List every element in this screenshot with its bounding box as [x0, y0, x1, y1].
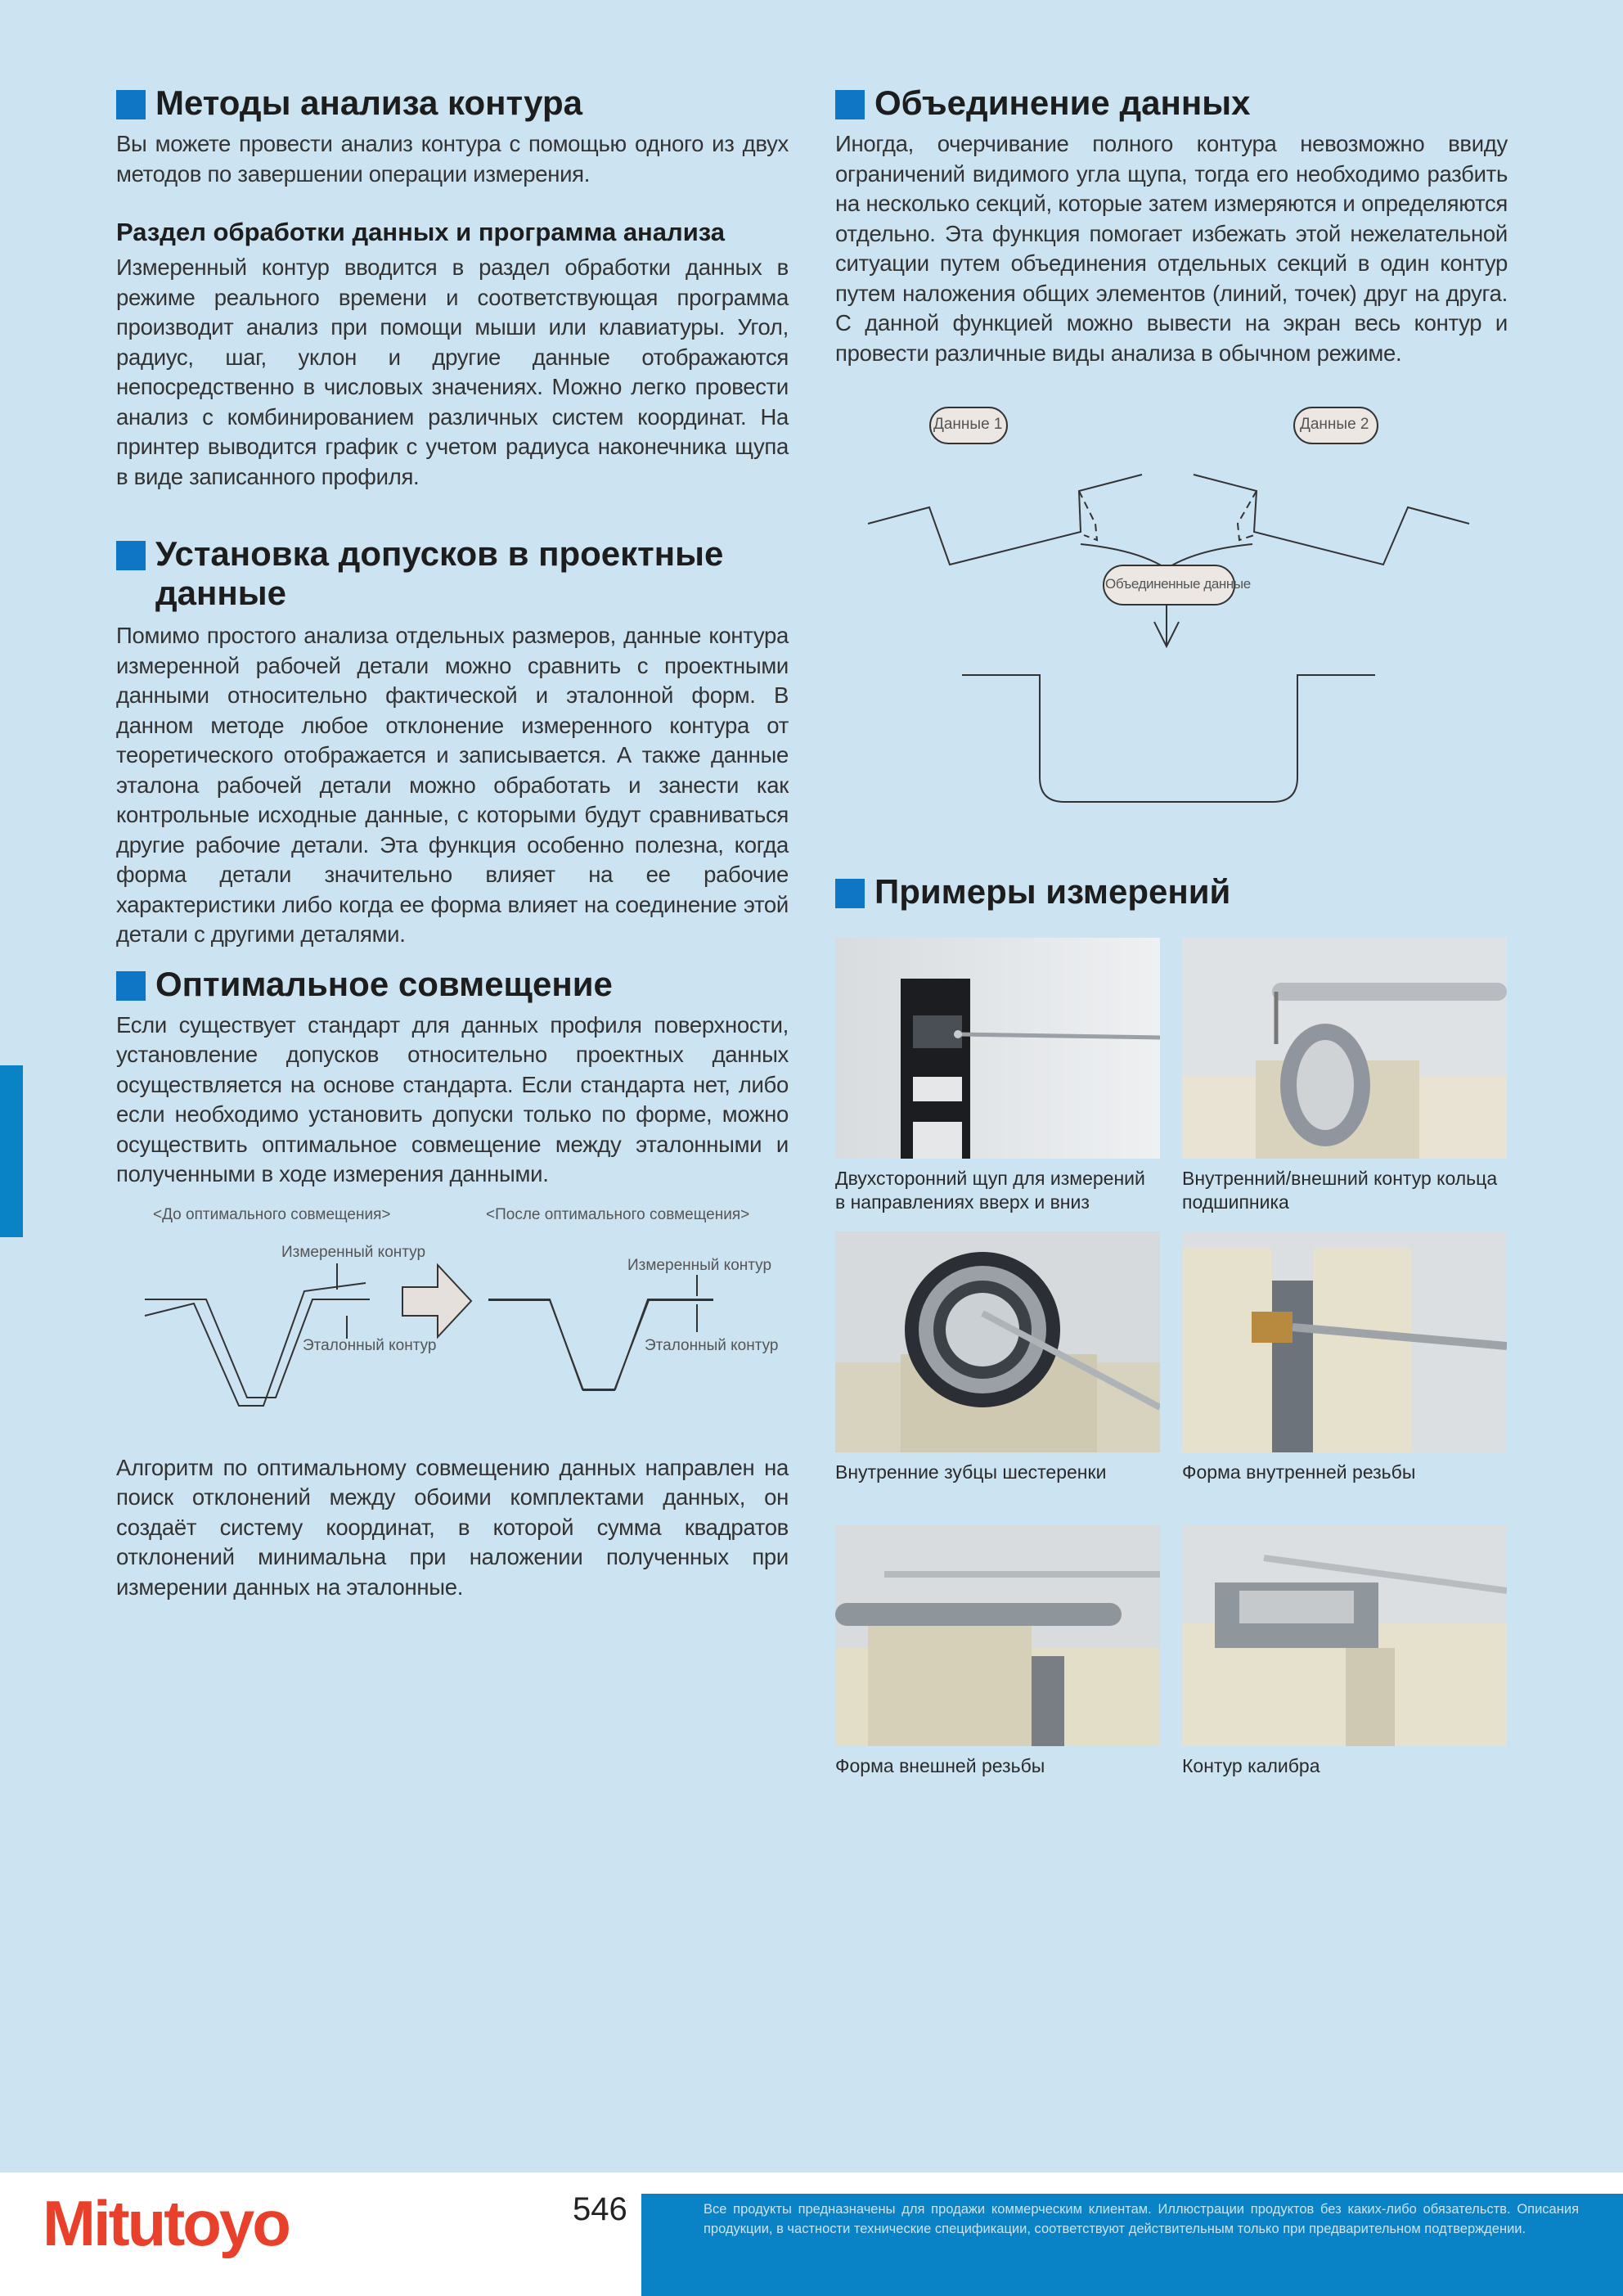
- data-processing-body: Измеренный контур вводится в раздел обработки данных в режиме реального времени и соответствующая программа производит анализ при помощи мыши или клавиатуры. Угол, радиус, шаг, уклон и другие данные отображаются непосредственно в числовых значениях. Можно легко провести анализ с комбинированием различных систем координат. На принтер выводится график с учетом радиуса наконечника щупа в виде записанного профиля.: [116, 254, 789, 489]
- caption-bearing-ring: Внутренний/внешний контур кольца подшипника: [1182, 1168, 1498, 1213]
- left-column: [116, 82, 789, 1602]
- label-measured-contour-after: Измеренный контур: [627, 1256, 772, 1274]
- example-bearing-ring: [1182, 938, 1507, 1214]
- best-fit-diagram: [116, 1201, 789, 1447]
- example-gear-teeth: [835, 1231, 1160, 1484]
- caption-gear-teeth: Внутренние зубцы шестеренки: [835, 1461, 1107, 1483]
- contour-analysis-intro: Вы можете провести анализ контура с помощью одного из двух методов по завершении операции измерения.: [116, 131, 789, 187]
- heading-square-icon: [835, 879, 865, 908]
- photo-external-thread: [835, 1525, 1160, 1746]
- photo-double-probe: [835, 938, 1160, 1159]
- heading-square-icon: [116, 971, 146, 1001]
- side-tab-marker: [0, 1065, 23, 1237]
- section-heading-data-combination: Объединение данных: [835, 83, 1508, 123]
- section-heading-best-fit: Оптимальное совмещение: [116, 965, 789, 1004]
- caption-double-probe: Двухсторонний щуп для измерений в направлениях вверх и вниз: [835, 1168, 1145, 1213]
- label-before-fit: <До оптимального совмещения>: [153, 1205, 391, 1223]
- page-number: 546: [573, 2191, 627, 2227]
- heading-square-icon: [116, 541, 146, 570]
- label-reference-contour-before: Эталонный контур: [303, 1336, 437, 1354]
- section-heading-tolerance-setting: Установка допусков в проектные данные: [116, 534, 754, 613]
- caption-external-thread: Форма внешней резьбы: [835, 1755, 1045, 1776]
- best-fit-algorithm-body: Алгоритм по оптимальному совмещению данных направлен на поиск отклонений между обоими комплектами данных, он создаёт систему координат, в которой сумма квадратов отклонений минимальна при наложении полученных при измерении данных на эталонные.: [116, 1454, 789, 1600]
- measurement-examples-grid: [835, 938, 1508, 1781]
- photo-gauge-contour: [1182, 1525, 1507, 1746]
- tolerance-setting-body: Помимо простого анализа отдельных размеров, данные контура измеренной рабочей детали можно сравнить с проектными данными относительно фактической и эталонной форм. В данном методе любое отклонение измеренного контура от теоретического отображается и записывается. А также данные эталона рабочей детали можно обработать и занести как контрольные исходные данные, с которыми будут сравниваться другие рабочие детали. Эта функция особенно полезна, когда форма детали значительно влияет на ее рабочие характеристики либо когда ее форма влияет на соединение этой детали с другими деталями.: [116, 623, 789, 947]
- data-combination-body: Иногда, очерчивание полного контура невозможно ввиду ограничений видимого угла щупа, тогда его необходимо разбить на несколько секций, которые затем измеряются и определяются отдельно. Эта функция помогает избежать этой нежелательной ситуации путем объединения отдельных секций в один контур путем наложения общих элементов (линий, точек) друг на друга. С данной функцией можно вывести на экран весь контур и провести различные виды анализа в обычном режиме.: [835, 131, 1508, 366]
- label-data-2: Данные 2: [1300, 416, 1369, 433]
- subheading-data-processing: Раздел обработки данных и программа анализа: [116, 218, 726, 246]
- label-after-fit: <После оптимального совмещения>: [486, 1205, 750, 1223]
- label-combined-data: Объединенные данные: [1105, 576, 1251, 592]
- heading-square-icon: [835, 90, 865, 119]
- data-combination-contours: [835, 401, 1508, 843]
- right-column: [835, 82, 1508, 912]
- photo-bearing-ring: [1182, 938, 1507, 1159]
- photo-gear-teeth: [835, 1231, 1160, 1452]
- section-heading-contour-analysis: Методы анализа контура: [116, 83, 789, 123]
- label-measured-contour-before: Измеренный контур: [281, 1243, 426, 1261]
- section-heading-measurement-examples: Примеры измерений: [835, 872, 1508, 912]
- heading-square-icon: [116, 90, 146, 119]
- label-reference-contour-after: Эталонный контур: [645, 1336, 779, 1354]
- data-combination-diagram: [835, 401, 1508, 843]
- example-external-thread: [835, 1525, 1160, 1778]
- label-data-1: Данные 1: [933, 416, 1003, 433]
- example-double-probe: [835, 938, 1160, 1214]
- caption-internal-thread: Форма внутренней резьбы: [1182, 1461, 1416, 1483]
- example-gauge-contour: [1182, 1525, 1507, 1778]
- best-fit-contours: [116, 1201, 789, 1447]
- mitutoyo-logo: Mitutoyo: [43, 2187, 289, 2259]
- photo-internal-thread: [1182, 1231, 1507, 1452]
- best-fit-body: Если существует стандарт для данных профиля поверхности, установление допусков относительно проектных данных осуществляется на основе стандарта. Если стандарта нет, либо если необходимо установить допуски только по форме, можно осуществить оптимальное совмещение между эталонными и полученными в ходе измерения данными.: [116, 1011, 789, 1186]
- caption-gauge-contour: Контур калибра: [1182, 1755, 1320, 1776]
- disclaimer-text: Все продукты предназначены для продажи коммерческим клиентам. Иллюстрации продуктов без каких-либо обязательств. Описания продукции, в частности технические спецификации, соответствуют действительным только при предварительном подтверждении.: [704, 2202, 1579, 2236]
- example-internal-thread: [1182, 1231, 1507, 1484]
